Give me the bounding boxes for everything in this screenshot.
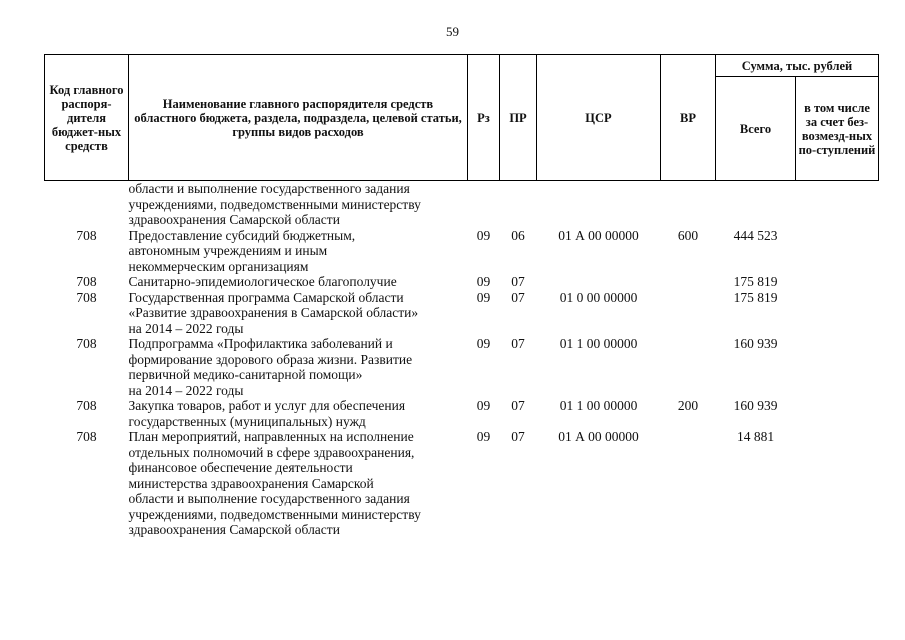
header-vr: ВР — [661, 55, 716, 181]
cell-vr — [661, 290, 716, 337]
header-code: Код главного распоря-дителя бюджет-ных средств — [45, 55, 129, 181]
cell-csr — [537, 181, 661, 228]
cell-total — [716, 181, 796, 228]
cell-csr: 01 А 00 00000 — [558, 227, 639, 243]
table-row — [45, 336, 879, 398]
cell-name: Государственная программа Самарской области «Развитие здравоохранения в Самарской области» на 2014 – 2022 годы — [128, 289, 419, 336]
cell-csr: 01 1 00 00000 — [559, 398, 638, 413]
cell-incl — [796, 336, 879, 398]
cell-total: 444 523 — [733, 227, 778, 243]
cell-pr: 07 — [511, 398, 525, 413]
table-body — [45, 181, 879, 538]
table-row — [45, 274, 879, 290]
cell-incl — [796, 274, 879, 290]
table-row — [45, 181, 879, 228]
cell-code: 708 — [76, 227, 97, 243]
cell-rz: 09 — [476, 398, 491, 413]
header-sum-group: Сумма, тыс. рублей — [716, 55, 879, 77]
cell-code — [45, 181, 129, 228]
header-incl: в том числе за счет без-возмезд-ных по-ступлений — [796, 77, 879, 181]
cell-name: Санитарно-эпидемиологическое благополучие — [128, 274, 397, 289]
cell-rz — [468, 181, 500, 228]
table-row — [45, 398, 879, 429]
cell-code: 708 — [76, 336, 97, 351]
cell-pr: 06 — [511, 227, 525, 243]
cell-incl — [796, 228, 879, 275]
cell-name: План мероприятий, направленных на исполнение отдельных полномочий в сфере здравоохранения, финансовое обеспечение деятельности министерства здравоохранения Самарской области и выполнение государственного задания учреждениями, подведомственными министерству здравоохранения Самарской области — [128, 429, 421, 537]
cell-total: 160 939 — [733, 336, 778, 351]
table-header — [45, 55, 879, 181]
cell-total: 160 939 — [733, 398, 778, 413]
cell-rz: 09 — [476, 274, 491, 289]
cell-code: 708 — [76, 398, 97, 413]
cell-csr: 01 1 00 00000 — [559, 336, 638, 351]
cell-rz: 09 — [476, 227, 491, 243]
page-number: 59 — [446, 24, 459, 39]
cell-incl — [796, 429, 879, 538]
cell-name: Подпрограмма «Профилактика заболеваний и формирование здорового образа жизни. Развитие первичной медико-санитарной помощи» на 2014 – 2022 годы — [128, 336, 413, 398]
cell-total: 14 881 — [736, 429, 775, 444]
cell-rz: 09 — [476, 429, 491, 444]
cell-rz: 09 — [476, 289, 491, 305]
cell-vr — [661, 429, 716, 538]
cell-incl — [796, 181, 879, 228]
cell-incl — [796, 398, 879, 429]
cell-code: 708 — [76, 289, 97, 305]
table-row — [45, 429, 879, 538]
table-row — [45, 290, 879, 337]
header-pr: ПР — [500, 55, 537, 181]
cell-name: Закупка товаров, работ и услуг для обеспечения государственных (муниципальных) нужд — [128, 398, 406, 429]
cell-pr: 07 — [511, 289, 525, 305]
cell-total: 175 819 — [733, 289, 778, 305]
cell-pr: 07 — [511, 336, 525, 351]
header-rz: Рз — [468, 55, 500, 181]
cell-csr: 01 А 00 00000 — [558, 429, 639, 444]
cell-rz: 09 — [476, 336, 491, 351]
cell-incl — [796, 290, 879, 337]
cell-code: 708 — [76, 429, 97, 444]
cell-vr: 600 — [677, 227, 699, 243]
cell-name: Предоставление субсидий бюджетным, автономным учреждениям и иным некоммерческим организациям — [128, 227, 356, 274]
cell-total: 175 819 — [733, 274, 778, 289]
header-name: Наименование главного распорядителя средств областного бюджета, раздела, подраздела, целевой статьи, группы видов расходов — [129, 55, 468, 181]
cell-pr: 07 — [511, 429, 525, 444]
cell-code: 708 — [76, 274, 97, 289]
cell-vr — [661, 336, 716, 398]
header-csr: ЦСР — [537, 55, 661, 181]
budget-table — [44, 54, 879, 538]
header-total: Всего — [716, 77, 796, 181]
cell-csr — [537, 274, 661, 290]
cell-vr: 200 — [677, 398, 699, 413]
table-row — [45, 228, 879, 275]
cell-vr — [661, 274, 716, 290]
cell-name: области и выполнение государственного задания учреждениями, подведомственными министерству здравоохранения Самарской области — [128, 181, 421, 227]
cell-csr: 01 0 00 00000 — [559, 289, 638, 305]
cell-vr — [661, 181, 716, 228]
cell-pr: 07 — [511, 274, 525, 289]
cell-pr — [500, 181, 537, 228]
